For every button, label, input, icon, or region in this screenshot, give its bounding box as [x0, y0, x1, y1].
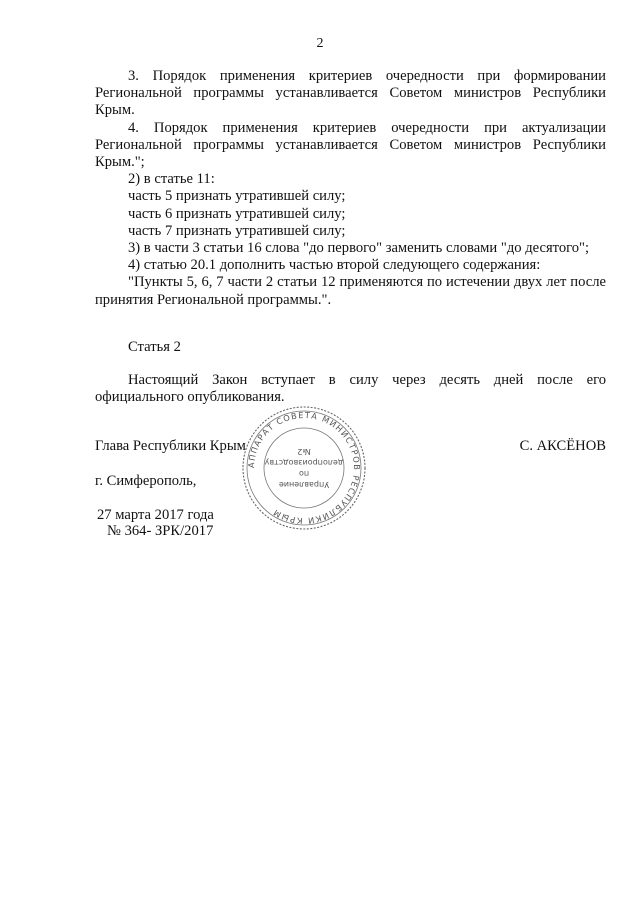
signature-title: Глава Республики Крым — [95, 438, 246, 454]
paragraph-update-order: 4. Порядок применения критериев очередности при актуализации Региональной программы устанавливается Советом министров Республики Крым."; — [95, 119, 606, 171]
paragraph-formation-order: 3. Порядок применения критериев очередности при формировании Региональной программы устанавливается Советом министров Республики Крым. — [95, 68, 606, 119]
item-part-6: часть 6 признать утратившей силу; — [128, 205, 346, 222]
item-part-5: часть 5 признать утратившей силу; — [128, 188, 346, 205]
stamp-inner-line-1: Управление — [278, 480, 330, 489]
item-article-16: 3) в части 3 статьи 16 слова "до первого" заменить словами "до десятого"; — [128, 240, 590, 257]
stamp-inner-line-4: №2 — [297, 447, 311, 456]
place-of-signing: г. Симферополь, — [95, 473, 197, 489]
signatory-name: С. АКСЁНОВ — [519, 438, 606, 454]
item-article-20-1: 4) статью 20.1 дополнить частью второй следующего содержания: — [128, 257, 541, 274]
article-title: Статья 2 — [128, 339, 181, 355]
stamp-inner-line-3: делопроизводству — [264, 458, 344, 467]
official-seal-stamp — [240, 404, 368, 532]
final-paragraph: Настоящий Закон вступает в силу через десять дней после его официального опубликования. — [95, 372, 606, 406]
item-article-11: 2) в статье 11: — [128, 171, 215, 188]
stamp-outer-text: АППАРАТ СОВЕТА МИНИСТРОВ РЕСПУБЛИКИ КРЫМ — [245, 409, 363, 527]
stamp-inner-line-2: по — [298, 469, 310, 478]
quoted-amendment: "Пункты 5, 6, 7 части 2 статьи 12 применяются по истечении двух лет после принятия Региональной программы.". — [95, 274, 606, 308]
signing-date: 27 марта 2017 года — [97, 507, 214, 523]
item-part-7: часть 7 признать утратившей силу; — [128, 222, 346, 239]
law-number: № 364- ЗРК/2017 — [107, 523, 214, 539]
document-body — [95, 68, 606, 309]
page-number: 2 — [316, 36, 324, 51]
